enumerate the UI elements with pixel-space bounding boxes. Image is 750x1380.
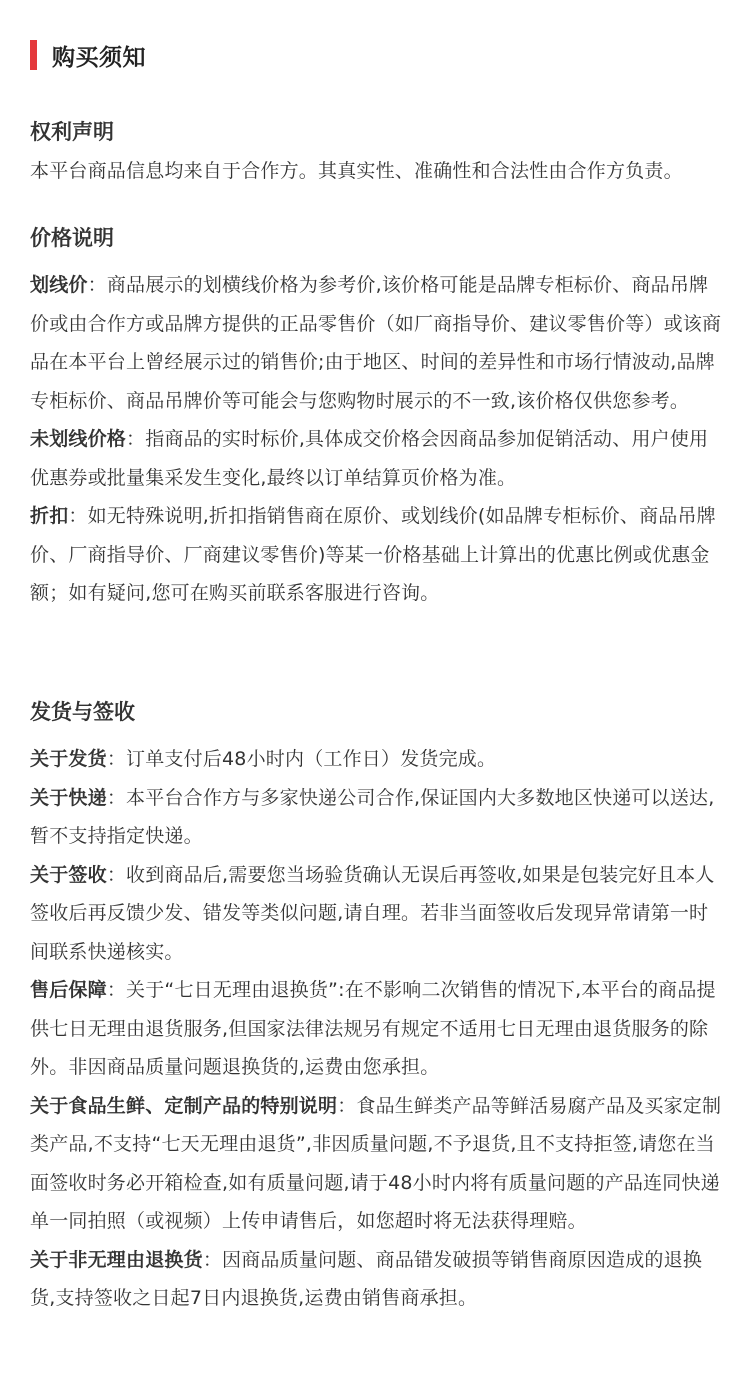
price-item-non-strikethrough [30, 420, 722, 497]
price-text-discount: 如无特殊说明,折扣指销售商在原价、或划线价(如品牌专柜标价、商品吊牌价、厂商指导价、厂商建议零售价)等某一价格基础上计算出的优惠比例或优惠金额；如有疑问,您可在购买前联系客服进行咨询。 [30, 505, 716, 604]
delivery-text-fresh-custom: 食品生鲜类产品等鲜活易腐产品及买家定制类产品,不支持“七天无理由退货”,非因质量问题,不予退货,且不支持拒签,请您在当面签收时务必开箱检查,如有质量问题,请于48小时内将有质量问题的产品连同快递单一同拍照（或视频）上传申请售后，如您超时将无法获得理赔。 [30, 1094, 722, 1232]
rights-paragraph [30, 152, 722, 191]
price-term-non-strikethrough: 未划线价格 [30, 428, 127, 450]
rights-text: 本平台商品信息均来自于合作方。其真实性、准确性和合法性由合作方负责。 [30, 160, 683, 182]
term-separator: ： [106, 979, 127, 1001]
price-term-discount: 折扣 [30, 505, 69, 527]
delivery-item-shipping [30, 740, 722, 779]
term-separator: ： [202, 1248, 223, 1271]
price-item-strikethrough [30, 266, 722, 420]
delivery-text-after-sales: 关于“七日无理由退换货”:在不影响二次销售的情况下,本平台的商品提供七日无理由退货服务,但国家法律法规另有规定不适用七日无理由退货服务的除外。非因商品质量问题退换货的,运费由您承担。 [30, 979, 716, 1078]
price-term-strikethrough: 划线价 [30, 274, 88, 296]
delivery-term-non-reason-return: 关于非无理由退换货 [30, 1248, 203, 1271]
delivery-item-courier [30, 779, 722, 856]
delivery-text-non-reason-return: 因商品质量问题、商品错发破损等销售商原因造成的退换货,支持签收之日起7日内退换货,运费由销售商承担。 [30, 1248, 703, 1309]
term-separator: ： [126, 428, 146, 450]
page-title: 购买须知 [52, 44, 146, 71]
term-separator: ： [68, 505, 88, 527]
section-title-delivery: 发货与签收 [30, 700, 135, 724]
delivery-item-non-reason-return [30, 1241, 722, 1318]
price-item-discount [30, 497, 722, 613]
term-separator: ： [106, 863, 127, 886]
delivery-term-signing: 关于签收 [30, 863, 107, 886]
price-text-strikethrough: 商品展示的划横线价格为参考价,该价格可能是品牌专柜标价、商品吊牌价或由合作方或品牌方提供的正品零售价（如厂商指导价、建议零售价等）或该商品在本平台上曾经展示过的销售价;由于地区、时间的差异性和市场行情波动,品牌专柜标价、商品吊牌价等可能会与您购物时展示的不一致,该价格仅供您参考。 [30, 274, 722, 412]
term-separator: ： [337, 1094, 357, 1117]
delivery-term-fresh-custom: 关于食品生鲜、定制产品的特别说明 [30, 1094, 338, 1117]
section-delivery [30, 698, 722, 1318]
term-separator: ： [87, 274, 107, 296]
page-header [30, 38, 146, 72]
section-rights [30, 118, 722, 191]
delivery-term-courier: 关于快递 [30, 786, 107, 809]
title-accent-bar [30, 40, 37, 70]
delivery-item-after-sales [30, 971, 722, 1087]
delivery-item-signing [30, 856, 722, 972]
delivery-term-shipping: 关于发货 [30, 748, 107, 770]
delivery-item-fresh-custom [30, 1087, 722, 1241]
section-title-price: 价格说明 [30, 226, 114, 250]
delivery-text-courier: 本平台合作方与多家快递公司合作,保证国内大多数地区快递可以送达,暂不支持指定快递。 [30, 786, 715, 847]
section-title-rights: 权利声明 [30, 120, 114, 144]
delivery-text-shipping: 订单支付后48小时内（工作日）发货完成。 [126, 748, 497, 770]
delivery-text-signing: 收到商品后,需要您当场验货确认无误后再签收,如果是包装完好且本人签收后再反馈少发、错发等类似问题,请自理。若非当面签收后发现异常请第一时间联系快递核实。 [30, 863, 715, 963]
term-separator: ： [106, 786, 127, 809]
price-text-non-strikethrough: 指商品的实时标价,具体成交价格会因商品参加促销活动、用户使用优惠券或批量集采发生变化,最终以订单结算页价格为准。 [30, 428, 709, 489]
term-separator: ： [106, 748, 127, 770]
section-price [30, 224, 722, 613]
delivery-term-after-sales: 售后保障 [30, 979, 107, 1001]
